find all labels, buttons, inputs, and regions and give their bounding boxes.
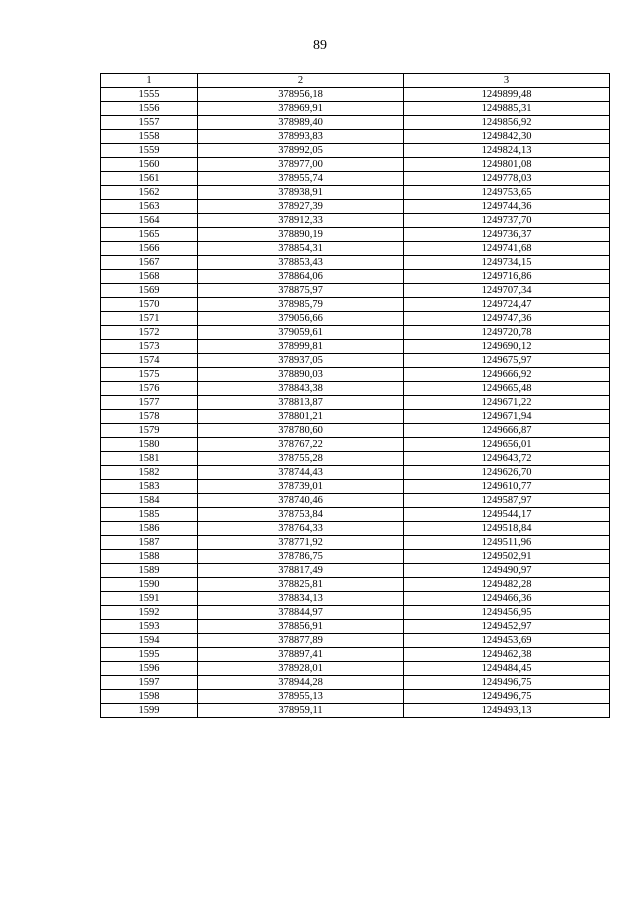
table-row [101,550,610,564]
x-coordinate-cell: 378955,74 [198,172,404,186]
point-number-cell: 1570 [101,298,198,312]
x-coordinate-cell: 378890,03 [198,368,404,382]
x-coordinate-cell: 378938,91 [198,186,404,200]
point-number-cell: 1591 [101,592,198,606]
table-row [101,480,610,494]
table-row [101,242,610,256]
table-row [101,382,610,396]
x-coordinate-cell: 378864,06 [198,270,404,284]
point-number-cell: 1566 [101,242,198,256]
y-coordinate-cell: 1249665,48 [404,382,610,396]
x-coordinate-cell: 378959,11 [198,704,404,718]
y-coordinate-cell: 1249778,03 [404,172,610,186]
table-row [101,368,610,382]
point-number-cell: 1563 [101,200,198,214]
point-number-cell: 1562 [101,186,198,200]
y-coordinate-cell: 1249690,12 [404,340,610,354]
column-header-3: 3 [404,74,610,88]
x-coordinate-cell: 378764,33 [198,522,404,536]
point-number-cell: 1594 [101,634,198,648]
x-coordinate-cell: 378834,13 [198,592,404,606]
point-number-cell: 1598 [101,690,198,704]
table-header-row [101,74,610,88]
y-coordinate-cell: 1249643,72 [404,452,610,466]
point-number-cell: 1559 [101,144,198,158]
point-number-cell: 1572 [101,326,198,340]
column-header-1: 1 [101,74,198,88]
y-coordinate-cell: 1249462,38 [404,648,610,662]
table-row [101,228,610,242]
point-number-cell: 1586 [101,522,198,536]
y-coordinate-cell: 1249656,01 [404,438,610,452]
point-number-cell: 1587 [101,536,198,550]
x-coordinate-cell: 378843,38 [198,382,404,396]
table-row [101,158,610,172]
x-coordinate-cell: 378813,87 [198,396,404,410]
table-row [101,312,610,326]
table-row [101,298,610,312]
y-coordinate-cell: 1249724,47 [404,298,610,312]
table-row [101,424,610,438]
x-coordinate-cell: 378877,89 [198,634,404,648]
y-coordinate-cell: 1249496,75 [404,690,610,704]
table-row [101,340,610,354]
x-coordinate-cell: 378969,91 [198,102,404,116]
y-coordinate-cell: 1249744,36 [404,200,610,214]
y-coordinate-cell: 1249736,37 [404,228,610,242]
table-body [101,88,610,718]
y-coordinate-cell: 1249666,92 [404,368,610,382]
point-number-cell: 1564 [101,214,198,228]
point-number-cell: 1580 [101,438,198,452]
x-coordinate-cell: 378767,22 [198,438,404,452]
y-coordinate-cell: 1249587,97 [404,494,610,508]
x-coordinate-cell: 378956,18 [198,88,404,102]
y-coordinate-cell: 1249716,86 [404,270,610,284]
x-coordinate-cell: 378739,01 [198,480,404,494]
point-number-cell: 1584 [101,494,198,508]
coordinates-table [100,73,610,718]
table-row [101,508,610,522]
table-row [101,578,610,592]
y-coordinate-cell: 1249490,97 [404,564,610,578]
x-coordinate-cell: 378753,84 [198,508,404,522]
x-coordinate-cell: 378992,05 [198,144,404,158]
table-row [101,354,610,368]
table-row [101,396,610,410]
point-number-cell: 1577 [101,396,198,410]
point-number-cell: 1593 [101,620,198,634]
x-coordinate-cell: 378928,01 [198,662,404,676]
table-row [101,172,610,186]
x-coordinate-cell: 379059,61 [198,326,404,340]
y-coordinate-cell: 1249456,95 [404,606,610,620]
table-row [101,690,610,704]
x-coordinate-cell: 378825,81 [198,578,404,592]
x-coordinate-cell: 378856,91 [198,620,404,634]
table-row [101,606,610,620]
table-row [101,522,610,536]
y-coordinate-cell: 1249496,75 [404,676,610,690]
table-row [101,270,610,284]
table-row [101,200,610,214]
y-coordinate-cell: 1249753,65 [404,186,610,200]
x-coordinate-cell: 378786,75 [198,550,404,564]
x-coordinate-cell: 378844,97 [198,606,404,620]
y-coordinate-cell: 1249899,48 [404,88,610,102]
x-coordinate-cell: 378890,19 [198,228,404,242]
x-coordinate-cell: 378780,60 [198,424,404,438]
y-coordinate-cell: 1249511,96 [404,536,610,550]
point-number-cell: 1588 [101,550,198,564]
table-row [101,634,610,648]
x-coordinate-cell: 378875,97 [198,284,404,298]
point-number-cell: 1595 [101,648,198,662]
table-row [101,662,610,676]
y-coordinate-cell: 1249544,17 [404,508,610,522]
table-row [101,284,610,298]
y-coordinate-cell: 1249671,22 [404,396,610,410]
y-coordinate-cell: 1249675,97 [404,354,610,368]
page-number: 89 [313,38,327,53]
x-coordinate-cell: 378977,00 [198,158,404,172]
table-row [101,144,610,158]
point-number-cell: 1557 [101,116,198,130]
point-number-cell: 1579 [101,424,198,438]
y-coordinate-cell: 1249502,91 [404,550,610,564]
point-number-cell: 1582 [101,466,198,480]
table-row [101,452,610,466]
column-header-2: 2 [198,74,404,88]
point-number-cell: 1565 [101,228,198,242]
x-coordinate-cell: 378989,40 [198,116,404,130]
point-number-cell: 1556 [101,102,198,116]
x-coordinate-cell: 378817,49 [198,564,404,578]
y-coordinate-cell: 1249707,34 [404,284,610,298]
x-coordinate-cell: 378897,41 [198,648,404,662]
point-number-cell: 1574 [101,354,198,368]
table-row [101,564,610,578]
y-coordinate-cell: 1249626,70 [404,466,610,480]
point-number-cell: 1568 [101,270,198,284]
y-coordinate-cell: 1249747,36 [404,312,610,326]
x-coordinate-cell: 378999,81 [198,340,404,354]
y-coordinate-cell: 1249610,77 [404,480,610,494]
x-coordinate-cell: 378771,92 [198,536,404,550]
point-number-cell: 1575 [101,368,198,382]
point-number-cell: 1583 [101,480,198,494]
table-row [101,88,610,102]
point-number-cell: 1585 [101,508,198,522]
x-coordinate-cell: 378912,33 [198,214,404,228]
table-row [101,466,610,480]
table-row [101,648,610,662]
point-number-cell: 1578 [101,410,198,424]
point-number-cell: 1560 [101,158,198,172]
point-number-cell: 1592 [101,606,198,620]
table-row [101,102,610,116]
y-coordinate-cell: 1249720,78 [404,326,610,340]
table-row [101,676,610,690]
y-coordinate-cell: 1249856,92 [404,116,610,130]
y-coordinate-cell: 1249453,69 [404,634,610,648]
x-coordinate-cell: 378755,28 [198,452,404,466]
y-coordinate-cell: 1249466,36 [404,592,610,606]
x-coordinate-cell: 378744,43 [198,466,404,480]
point-number-cell: 1589 [101,564,198,578]
y-coordinate-cell: 1249801,08 [404,158,610,172]
point-number-cell: 1573 [101,340,198,354]
point-number-cell: 1597 [101,676,198,690]
x-coordinate-cell: 378944,28 [198,676,404,690]
y-coordinate-cell: 1249452,97 [404,620,610,634]
y-coordinate-cell: 1249518,84 [404,522,610,536]
table-row [101,620,610,634]
x-coordinate-cell: 378801,21 [198,410,404,424]
x-coordinate-cell: 378993,83 [198,130,404,144]
point-number-cell: 1576 [101,382,198,396]
y-coordinate-cell: 1249734,15 [404,256,610,270]
table-row [101,536,610,550]
y-coordinate-cell: 1249885,31 [404,102,610,116]
point-number-cell: 1561 [101,172,198,186]
point-number-cell: 1558 [101,130,198,144]
y-coordinate-cell: 1249842,30 [404,130,610,144]
table-row [101,214,610,228]
point-number-cell: 1567 [101,256,198,270]
table-row [101,592,610,606]
y-coordinate-cell: 1249671,94 [404,410,610,424]
table-row [101,494,610,508]
y-coordinate-cell: 1249666,87 [404,424,610,438]
x-coordinate-cell: 378955,13 [198,690,404,704]
table-row [101,130,610,144]
point-number-cell: 1599 [101,704,198,718]
table-header [101,74,610,88]
x-coordinate-cell: 378853,43 [198,256,404,270]
table-row [101,186,610,200]
table-row [101,116,610,130]
x-coordinate-cell: 378937,05 [198,354,404,368]
y-coordinate-cell: 1249484,45 [404,662,610,676]
y-coordinate-cell: 1249824,13 [404,144,610,158]
point-number-cell: 1569 [101,284,198,298]
point-number-cell: 1555 [101,88,198,102]
x-coordinate-cell: 378854,31 [198,242,404,256]
table-row [101,410,610,424]
point-number-cell: 1581 [101,452,198,466]
table-row [101,256,610,270]
point-number-cell: 1590 [101,578,198,592]
x-coordinate-cell: 378985,79 [198,298,404,312]
y-coordinate-cell: 1249737,70 [404,214,610,228]
table-row [101,704,610,718]
x-coordinate-cell: 378927,39 [198,200,404,214]
point-number-cell: 1571 [101,312,198,326]
y-coordinate-cell: 1249741,68 [404,242,610,256]
table-row [101,326,610,340]
y-coordinate-cell: 1249493,13 [404,704,610,718]
point-number-cell: 1596 [101,662,198,676]
y-coordinate-cell: 1249482,28 [404,578,610,592]
table-row [101,438,610,452]
x-coordinate-cell: 379056,66 [198,312,404,326]
x-coordinate-cell: 378740,46 [198,494,404,508]
